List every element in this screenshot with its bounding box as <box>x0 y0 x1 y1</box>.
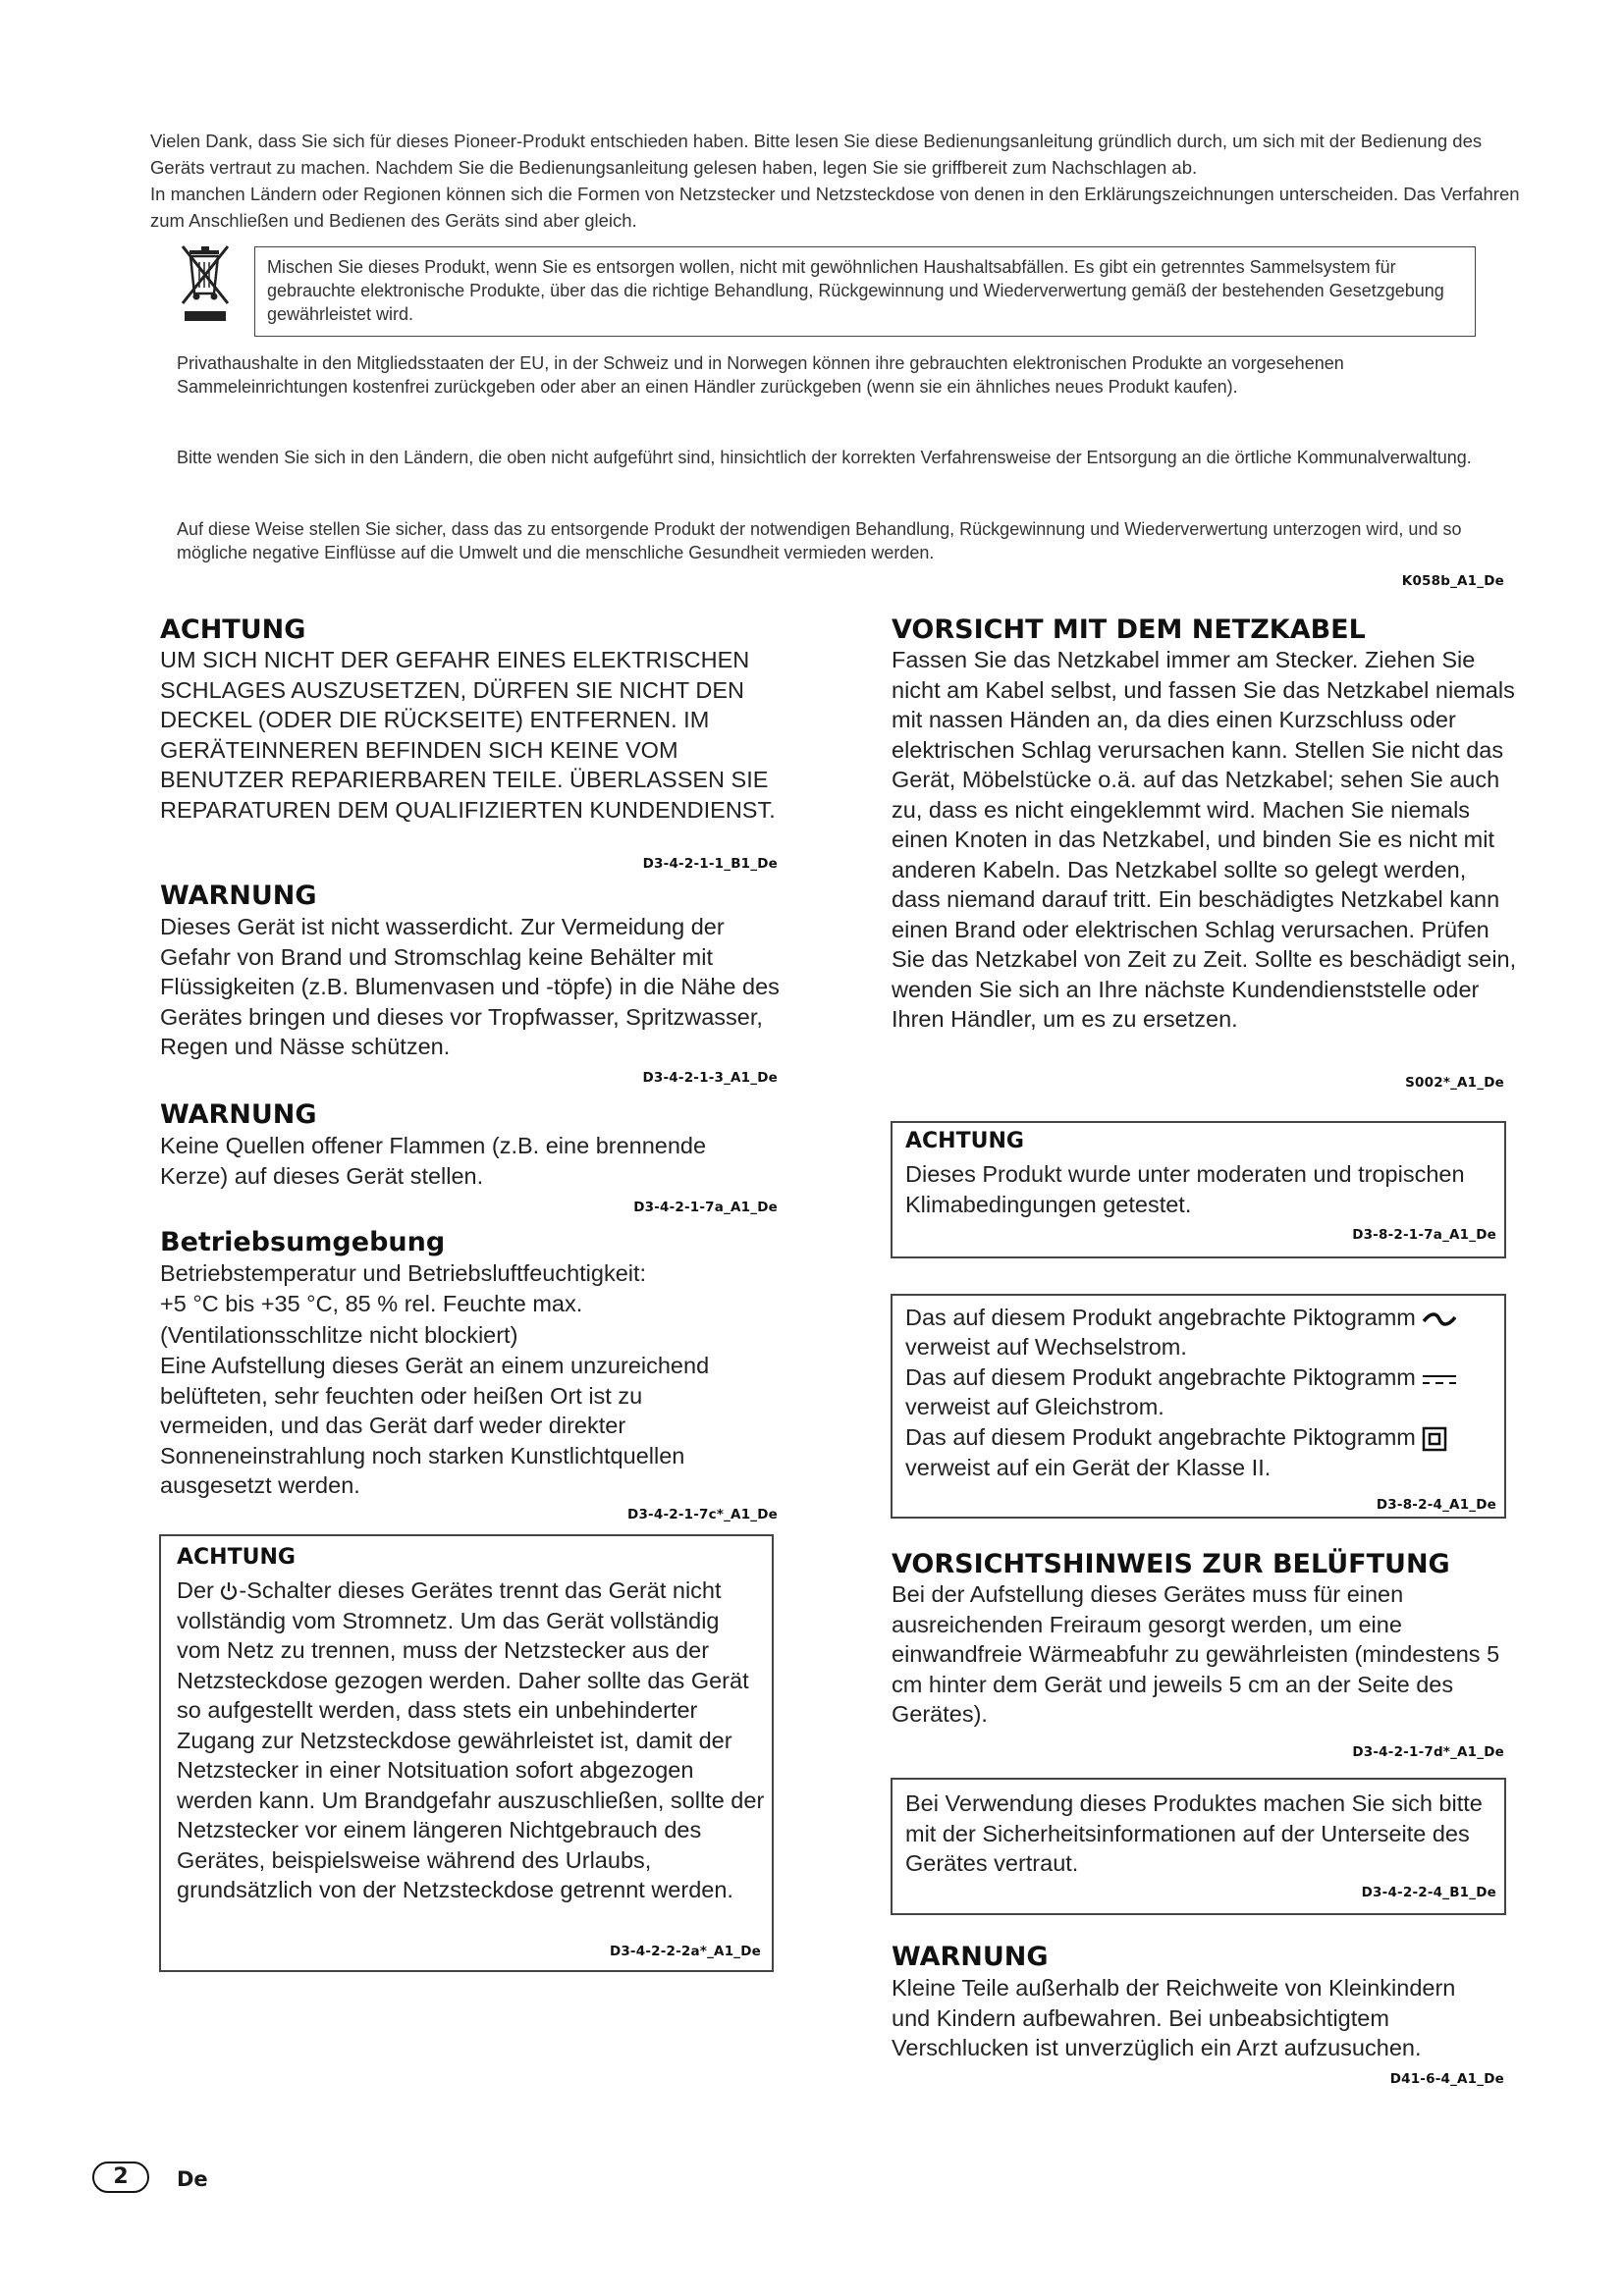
piktogramm-code: D3-8-2-4_A1_De <box>1376 1497 1496 1513</box>
standby-power-icon <box>220 1581 238 1601</box>
achtung-box-title-3: ACHTUNG <box>905 1129 1024 1153</box>
weee-paragraph-1: Privathaushalte in den Mitgliedsstaaten der EU, in der Schweiz und in Norwegen können ihre gebrauchten elektronischen Produkte an vorgesehenen Sammeleinrichtungen kostenfrei zurückgeben oder aber an einen Händler zurückgeben (wenn sie ein ähnliches neues Produkt kaufen). <box>177 353 1344 397</box>
belueftung-text: Bei der Aufstellung dieses Gerätes muss für einen ausreichenden Freiraum gesorgt werden, um eine einwandfreie Wärmeabfuhr zu gewährleisten (mindestens 5 cm hinter dem Gerät und jeweils 5 cm an der Seite des Gerätes). <box>892 1581 1500 1727</box>
warnung-text-2: Keine Quellen offener Flammen (z.B. eine brennende Kerze) auf dieses Gerät stellen. <box>160 1133 707 1189</box>
achtung-heading-1: ACHTUNG <box>160 614 306 645</box>
netzkabel-text: Fassen Sie das Netzkabel immer am Stecker. Ziehen Sie nicht am Kabel selbst, und fassen Sie das Netzkabel niemals mit nassen Händen an, da dies einen Kurzschluss oder elektrischen Schlag verursachen kann. Stellen Sie nicht das Gerät, Möbelstücke o.ä. auf das Netzkabel; sehen Sie auch zu, dass es nicht eingeklemmt wird. Machen Sie niemals einen Knoten in das Netzkabel, und binden Sie es nicht mit anderen Kabeln. Das Netzkabel sollte so gelegt werden, dass niemand darauf tritt. Ein beschädigtes Netzkabel kann einen Brand oder elektrischen Schlag verursachen. Prüfen Sie das Netzkabel von Zeit zu Zeit. Sollte es beschädigt sein, wenden Sie sich an Ihre nächste Kundendienststelle oder Ihren Händler, um es zu ersetzen. <box>892 647 1517 1032</box>
achtung-text-before: Der <box>177 1577 221 1603</box>
belueftung-heading: VORSICHTSHINWEIS ZUR BELÜFTUNG <box>892 1549 1450 1579</box>
warnung-text-3: Kleine Teile außerhalb der Reichweite von Kleinkindern und Kindern aufbewahren. Bei unbeabsichtigtem Verschlucken ist unverzüglich ein Arzt aufzusuchen. <box>892 1975 1456 2060</box>
pikto-line-5: Das auf diesem Produkt angebrachte Piktogramm <box>905 1422 1504 1453</box>
weee-paragraph-2: Bitte wenden Sie sich in den Ländern, die oben nicht aufgeführt sind, hinsichtlich der korrekten Verfahrensweise der Entsorgung an die örtliche Kommunalverwaltung. <box>177 448 1472 467</box>
crossed-out-wheelie-bin-icon <box>180 244 231 323</box>
achtung-box-title-2: ACHTUNG <box>177 1545 296 1570</box>
alternating-current-icon <box>1422 1311 1457 1327</box>
warnung-heading-3: WARNUNG <box>892 1942 1049 1972</box>
weee-paragraph-3: Auf diese Weise stellen Sie sicher, dass das zu entsorgende Produkt der notwendigen Behandlung, Rückgewinnung und Wiederverwertung unterzogen wird, und so mögliche negative Einflüsse auf die Umwelt und die menschliche Gesundheit vermieden werden. <box>177 519 1462 562</box>
direct-current-icon <box>1422 1371 1457 1387</box>
netzkabel-code: S002*_A1_De <box>1405 1075 1504 1091</box>
intro-paragraph-2: In manchen Ländern oder Regionen können sich die Formen von Netzstecker und Netzsteckdose von denen in den Erklärungszeichnungen unterscheiden. Das Verfahren zum Anschließen und Bedienen des Geräts sind aber gleich. <box>150 184 1520 231</box>
betrieb-line-2: +5 °C bis +35 °C, 85 % rel. Feuchte max. <box>160 1291 583 1316</box>
betrieb-line-4: Eine Aufstellung dieses Gerät an einem unzureichend belüfteten, sehr feuchten oder heißen Ort ist zu vermeiden, und das Gerät darf weder direkter Sonneneinstrahlung noch starken Kunstlichtquellen ausgesetzt werden. <box>160 1353 710 1498</box>
intro-paragraph-1: Vielen Dank, dass Sie sich für dieses Pioneer-Produkt entschieden haben. Bitte lesen Sie diese Bedienungsanleitung gründlich durch, um sich mit der Bedienung des Geräts vertraut zu machen. Nachdem Sie die Bedienungsanleitung gelesen haben, legen Sie sie griffbereit zum Nachschlagen ab. <box>150 131 1483 178</box>
belueftung-code: D3-4-2-1-7d*_A1_De <box>1352 1744 1504 1760</box>
weee-code: K058b_A1_De <box>1401 573 1504 589</box>
intro-text <box>150 128 1525 234</box>
warnung-code-2: D3-4-2-1-7a_A1_De <box>633 1200 778 1215</box>
pikto-line-3: Das auf diesem Produkt angebrachte Piktogramm <box>905 1362 1504 1393</box>
betrieb-line-3: (Ventilationsschlitze nicht blockiert) <box>160 1322 518 1348</box>
pikto-line-1: Das auf diesem Produkt angebrachte Piktogramm <box>905 1303 1504 1333</box>
achtung-box-text-2 <box>177 1575 766 1905</box>
sicherheitsinfo-text: Bei Verwendung dieses Produktes machen Sie sich bitte mit der Sicherheitsinformationen auf der Unterseite des Gerätes vertraut. <box>905 1790 1483 1876</box>
netzkabel-heading: VORSICHT MIT DEM NETZKABEL <box>892 614 1366 645</box>
page-number: 2 <box>92 2162 149 2193</box>
achtung-code-3: D3-8-2-1-7a_A1_De <box>1352 1227 1496 1243</box>
achtung-code-1: D3-4-2-1-1_B1_De <box>642 856 778 872</box>
achtung-box-text-3: Dieses Produkt wurde unter moderaten und tropischen Klimabedingungen getestet. <box>905 1161 1465 1217</box>
betrieb-line-1: Betriebstemperatur und Betriebsluftfeuchtigkeit: <box>160 1260 647 1286</box>
page-language: De <box>177 2167 208 2191</box>
sicherheitsinfo-code: D3-4-2-2-4_B1_De <box>1361 1885 1496 1900</box>
warnung-heading-1: WARNUNG <box>160 881 317 911</box>
pikto-line-2: verweist auf Wechselstrom. <box>905 1334 1187 1360</box>
warnung-code-3: D41-6-4_A1_De <box>1389 2071 1504 2087</box>
achtung-code-2: D3-4-2-2-2a*_A1_De <box>609 1944 761 1959</box>
betriebsumgebung-heading: Betriebsumgebung <box>160 1227 446 1257</box>
pikto-line-6: verweist auf ein Gerät der Klasse II. <box>905 1455 1272 1480</box>
weee-box-text: Mischen Sie dieses Produkt, wenn Sie es entsorgen wollen, nicht mit gewöhnlichen Haushaltsabfällen. Es gibt ein getrenntes Sammelsystem für gebrauchte elektronische Produkte, über das die richtige Behandlung, Rückgewinnung und Wiederverwertung gemäß der bestehenden Gesetzgebung gewährleistet wird. <box>267 257 1444 324</box>
betrieb-code: D3-4-2-1-7c*_A1_De <box>627 1507 778 1522</box>
warnung-code-1: D3-4-2-1-3_A1_De <box>642 1070 778 1086</box>
class-ii-equipment-icon <box>1422 1426 1447 1452</box>
achtung-text-1: UM SICH NICHT DER GEFAHR EINES ELEKTRISCHEN SCHLAGES AUSZUSETZEN, DÜRFEN SIE NICHT DEN DECKEL (ODER DIE RÜCKSEITE) ENTFERNEN. IM GERÄTEINNEREN BEFINDEN SICH KEINE VOM BENUTZER REPARIERBAREN TEILE. ÜBERLASSEN SIE REPARATUREN DEM QUALIFIZIERTEN KUNDENDIENST. <box>160 647 776 823</box>
weee-notice-box <box>254 246 1476 337</box>
warnung-text-1: Dieses Gerät ist nicht wasserdicht. Zur Vermeidung der Gefahr von Brand und Stromschlag keine Behälter mit Flüssigkeiten (z.B. Blumenvasen und -töpfe) in die Nähe des Gerätes bringen und dieses vor Tropfwasser, Spritzwasser, Regen und Nässe schützen. <box>160 914 780 1059</box>
achtung-text-after: -Schalter dieses Gerätes trennt das Gerät nicht vollständig vom Stromnetz. Um das Gerät vollständig vom Netz zu trennen, muss der Netzstecker aus der Netzsteckdose gezogen werden. Daher sollte das Gerät so aufgestellt werden, dass stets ein unbehinderter Zugang zur Netzsteckdose gewährleistet ist, damit der Netzstecker in einer Notsituation sofort abgezogen werden kann. Um Brandgefahr auszuschließen, sollte der Netzstecker vor einem längeren Nichtgebrauch des Gerätes, beispielsweise während des Urlaubs, grundsätzlich von der Netzsteckdose getrennt werden. <box>177 1577 765 1902</box>
pikto-line-4: verweist auf Gleichstrom. <box>905 1394 1164 1419</box>
warnung-heading-2: WARNUNG <box>160 1099 317 1130</box>
